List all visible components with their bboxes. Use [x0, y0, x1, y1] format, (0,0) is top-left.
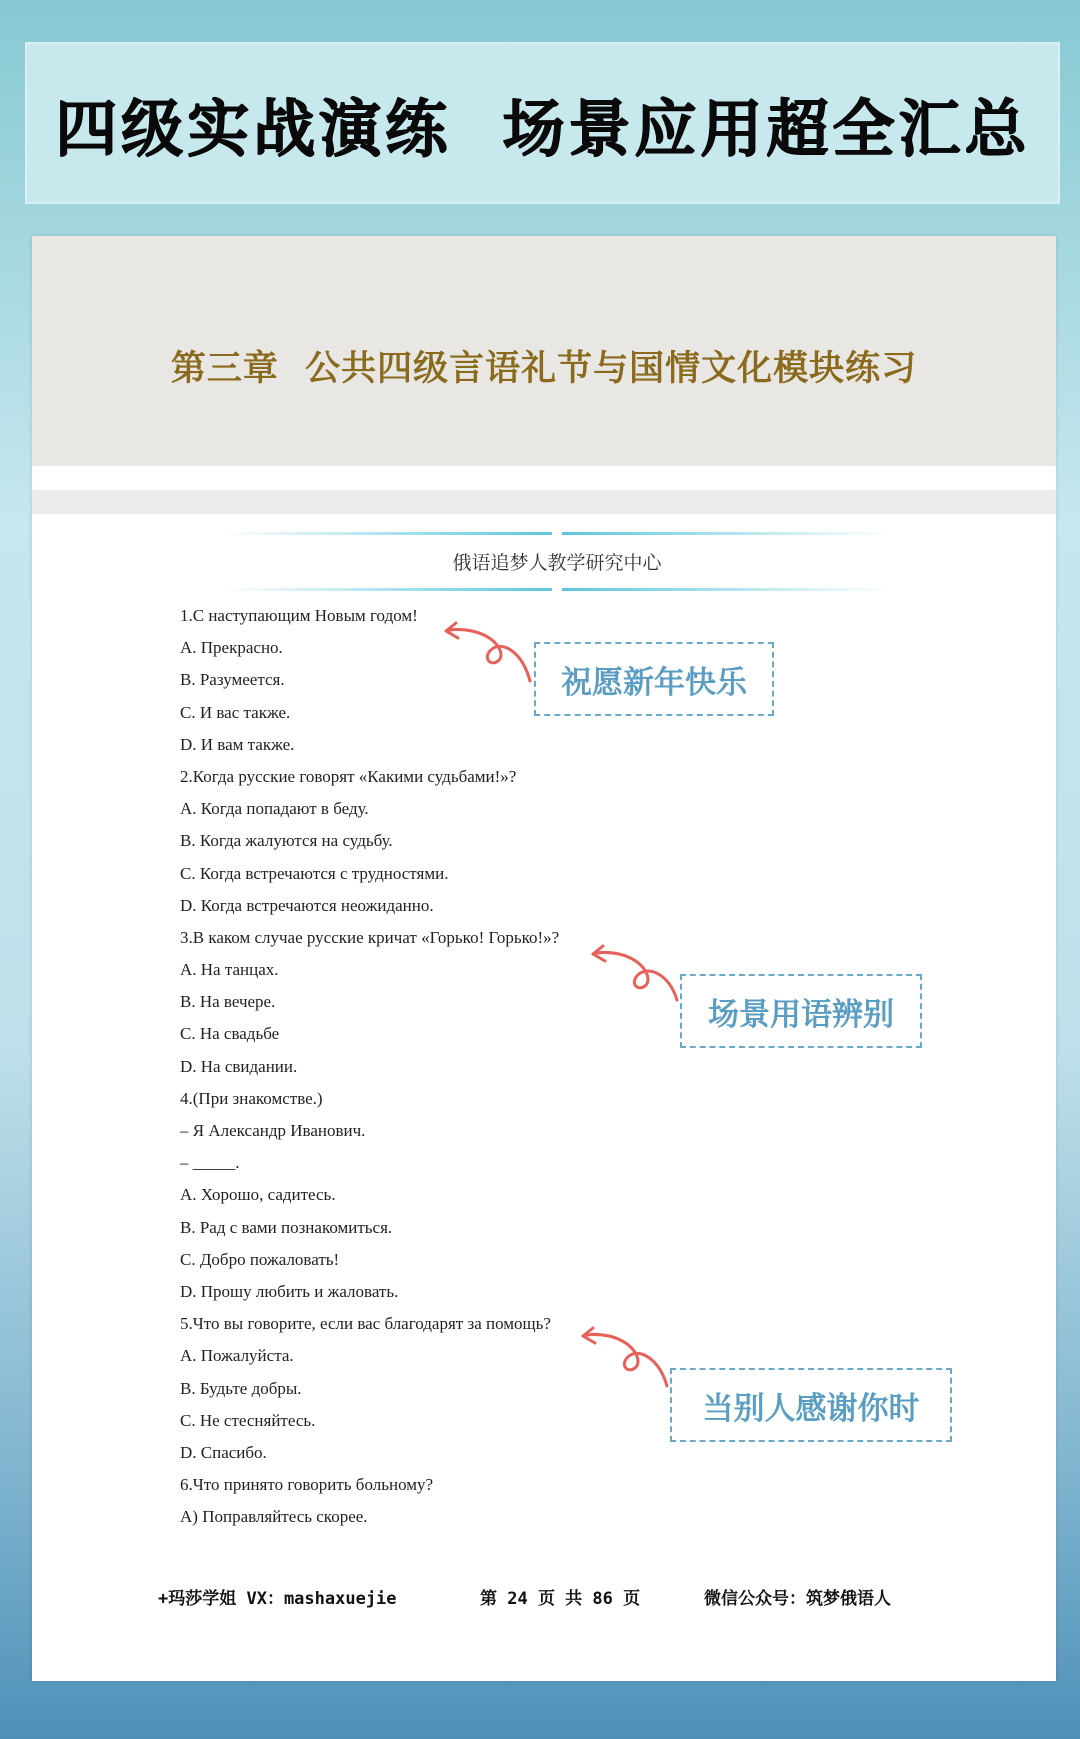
header-line: [562, 532, 892, 535]
question-line: 1.С наступающим Новым годом!: [180, 606, 418, 625]
dialogue-line: – _____.: [180, 1153, 240, 1173]
annotation-callout: 场景用语辨别: [680, 974, 922, 1048]
question-line: 2.Когда русские говорят «Какими судьбами!»?: [180, 766, 517, 786]
curly-arrow-icon: [442, 611, 542, 691]
option-line: В. Рад с вами познакомиться.: [180, 1217, 393, 1237]
option-line: D. Когда встречаются неожиданно.: [180, 895, 434, 915]
document-page: [32, 236, 1056, 1681]
option-line: А. Пожалуйста.: [180, 1346, 294, 1366]
option-line: С. Когда встречаются с трудностями.: [180, 863, 449, 883]
option-line: В. Будьте добры.: [180, 1378, 302, 1398]
page-footer: [32, 1584, 1056, 1614]
question-line: 6.Что принято говорить больному?: [180, 1475, 434, 1495]
option-line: С. И вас также.: [180, 702, 291, 722]
top-banner: [25, 42, 1060, 204]
option-line: А. Хорошо, садитесь.: [180, 1185, 336, 1205]
chapter-header: [32, 236, 1056, 466]
dialogue-line: – Я Александр Иванович.: [180, 1121, 366, 1140]
annotation-callout: 当别人感谢你时: [670, 1368, 952, 1442]
question-line: 3.В каком случае русские кричат «Горько! Горько!»?: [180, 927, 560, 947]
curly-arrow-icon: [587, 936, 687, 1016]
option-line: В. Когда жалуются на судьбу.: [180, 831, 393, 851]
curly-arrow-icon: [577, 1316, 677, 1396]
chapter-title: 第三章 公共四级言语礼节与国情文化模块练习: [170, 349, 918, 389]
option-line: А) Поправляйтесь скорее.: [180, 1507, 368, 1527]
option-line: D. Спасибо.: [180, 1442, 267, 1462]
option-line: С. Добро пожаловать!: [180, 1249, 340, 1269]
question-line: 4.(При знакомстве.): [180, 1088, 323, 1108]
option-line: С. Не стесняйтесь.: [180, 1410, 316, 1430]
option-line: А. На танцах.: [180, 960, 279, 980]
header-line: [562, 588, 892, 591]
option-line: D. Прошу любить и жаловать.: [180, 1281, 399, 1301]
header-line: [222, 532, 552, 535]
option-line: В. Разумеется.: [180, 670, 285, 690]
banner-title: 四级实战演练 场景应用超全汇总: [54, 91, 1031, 165]
footer-contact: +玛莎学姐 VX：mashaxuejie: [158, 1589, 397, 1609]
divider-band: [32, 490, 1056, 514]
annotation-callout: 祝愿新年快乐: [534, 642, 774, 716]
option-line: С. На свадьбе: [180, 1024, 280, 1044]
option-line: А. Когда попадают в беду.: [180, 799, 369, 819]
doc-header-title: 俄语追梦人教学研究中心: [452, 552, 662, 574]
footer-page-number: 第 24 页 共 86 页: [480, 1589, 641, 1609]
footer-account: 微信公众号：筑梦俄语人: [704, 1589, 891, 1609]
header-line: [222, 588, 552, 591]
option-line: D. На свидании.: [180, 1056, 298, 1076]
option-line: D. И вам также.: [180, 734, 295, 754]
option-line: А. Прекрасно.: [180, 638, 283, 658]
question-line: 5.Что вы говорите, если вас благодарят за помощь?: [180, 1314, 551, 1334]
option-line: В. На вечере.: [180, 992, 276, 1012]
